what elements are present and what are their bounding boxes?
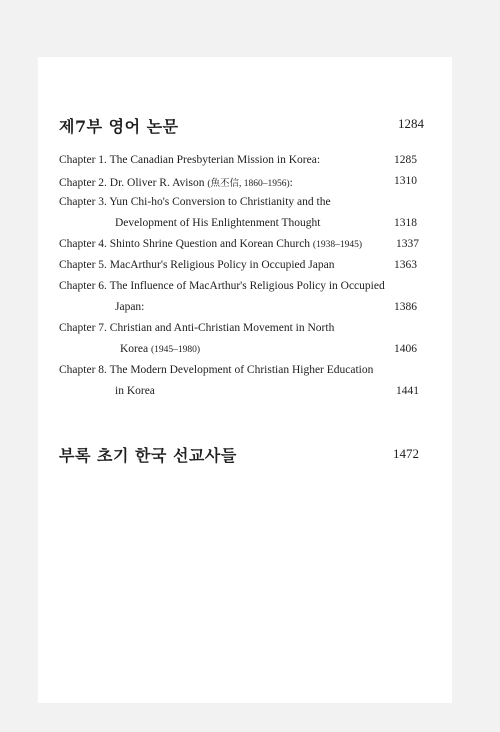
chapter-page-number: 1406 — [394, 343, 417, 355]
chapter-page-number: 1337 — [396, 238, 419, 250]
chapter-title-cont: Korea — [120, 343, 149, 355]
chapter-label: Chapter 3. — [59, 196, 107, 208]
chapter-label: Chapter 7. — [59, 322, 107, 334]
chapter-title-cont: Development of His Enlightenment Thought — [115, 217, 321, 229]
chapter-title-cont: in Korea — [115, 385, 155, 397]
toc-entry-chapter-6 — [59, 280, 385, 292]
chapter-title: MacArthur's Religious Policy in Occupied Japan — [109, 259, 335, 271]
chapter-title: The Canadian Presbyterian Mission in Korea: — [109, 154, 321, 166]
chapter-label: Chapter 8. — [59, 364, 107, 376]
part-page-number: 1284 — [398, 116, 424, 131]
toc-entry-chapter-3 — [59, 196, 331, 208]
chapter-tail: : — [289, 177, 293, 189]
toc-entry-continuation — [115, 301, 144, 313]
toc-entry-chapter-2 — [59, 175, 293, 189]
chapter-page-number: 1285 — [394, 154, 417, 166]
chapter-note: (魚丕信, 1860–1956) — [207, 179, 290, 189]
chapter-label: Chapter 6. — [59, 280, 107, 292]
appendix-title: 부록 초기 한국 선교사들 — [59, 446, 237, 465]
chapter-page-number: 1318 — [394, 217, 417, 229]
chapter-title: Yun Chi-ho's Conversion to Christianity and the — [109, 196, 331, 208]
chapter-label: Chapter 5. — [59, 259, 107, 271]
toc-entry-continuation — [115, 385, 155, 397]
chapter-label: Chapter 1. — [59, 154, 107, 166]
chapter-title: The Modern Development of Christian Higher Education — [109, 364, 374, 376]
toc-entry-continuation — [115, 217, 320, 229]
toc-entry-chapter-5 — [59, 259, 334, 271]
chapter-title: Christian and Anti-Christian Movement in North — [109, 322, 335, 334]
chapter-page-number: 1363 — [394, 259, 417, 271]
part-title: 제7부 영어 논문 — [59, 117, 179, 136]
book-page — [38, 57, 452, 703]
chapter-title: Dr. Oliver R. Avison — [109, 177, 205, 189]
toc-entry-chapter-7 — [59, 322, 334, 334]
toc-entry-chapter-8 — [59, 364, 373, 376]
chapter-note: (1945–1980) — [150, 345, 201, 355]
toc-entry-chapter-4 — [59, 238, 362, 250]
chapter-page-number: 1386 — [394, 301, 417, 313]
toc-entry-chapter-1 — [59, 154, 320, 166]
chapter-title-cont: Japan: — [115, 301, 145, 313]
chapter-label: Chapter 2. — [59, 177, 107, 189]
chapter-page-number: 1310 — [394, 175, 417, 187]
appendix-page-number: 1472 — [393, 446, 419, 461]
chapter-page-number: 1441 — [396, 385, 419, 397]
chapter-note: (1938–1945) — [312, 240, 362, 250]
chapter-title: The Influence of MacArthur's Religious Policy in Occupied — [109, 280, 385, 292]
chapter-label: Chapter 4. — [59, 238, 107, 250]
toc-entry-continuation — [120, 343, 200, 355]
chapter-title: Shinto Shrine Question and Korean Church — [109, 238, 311, 250]
